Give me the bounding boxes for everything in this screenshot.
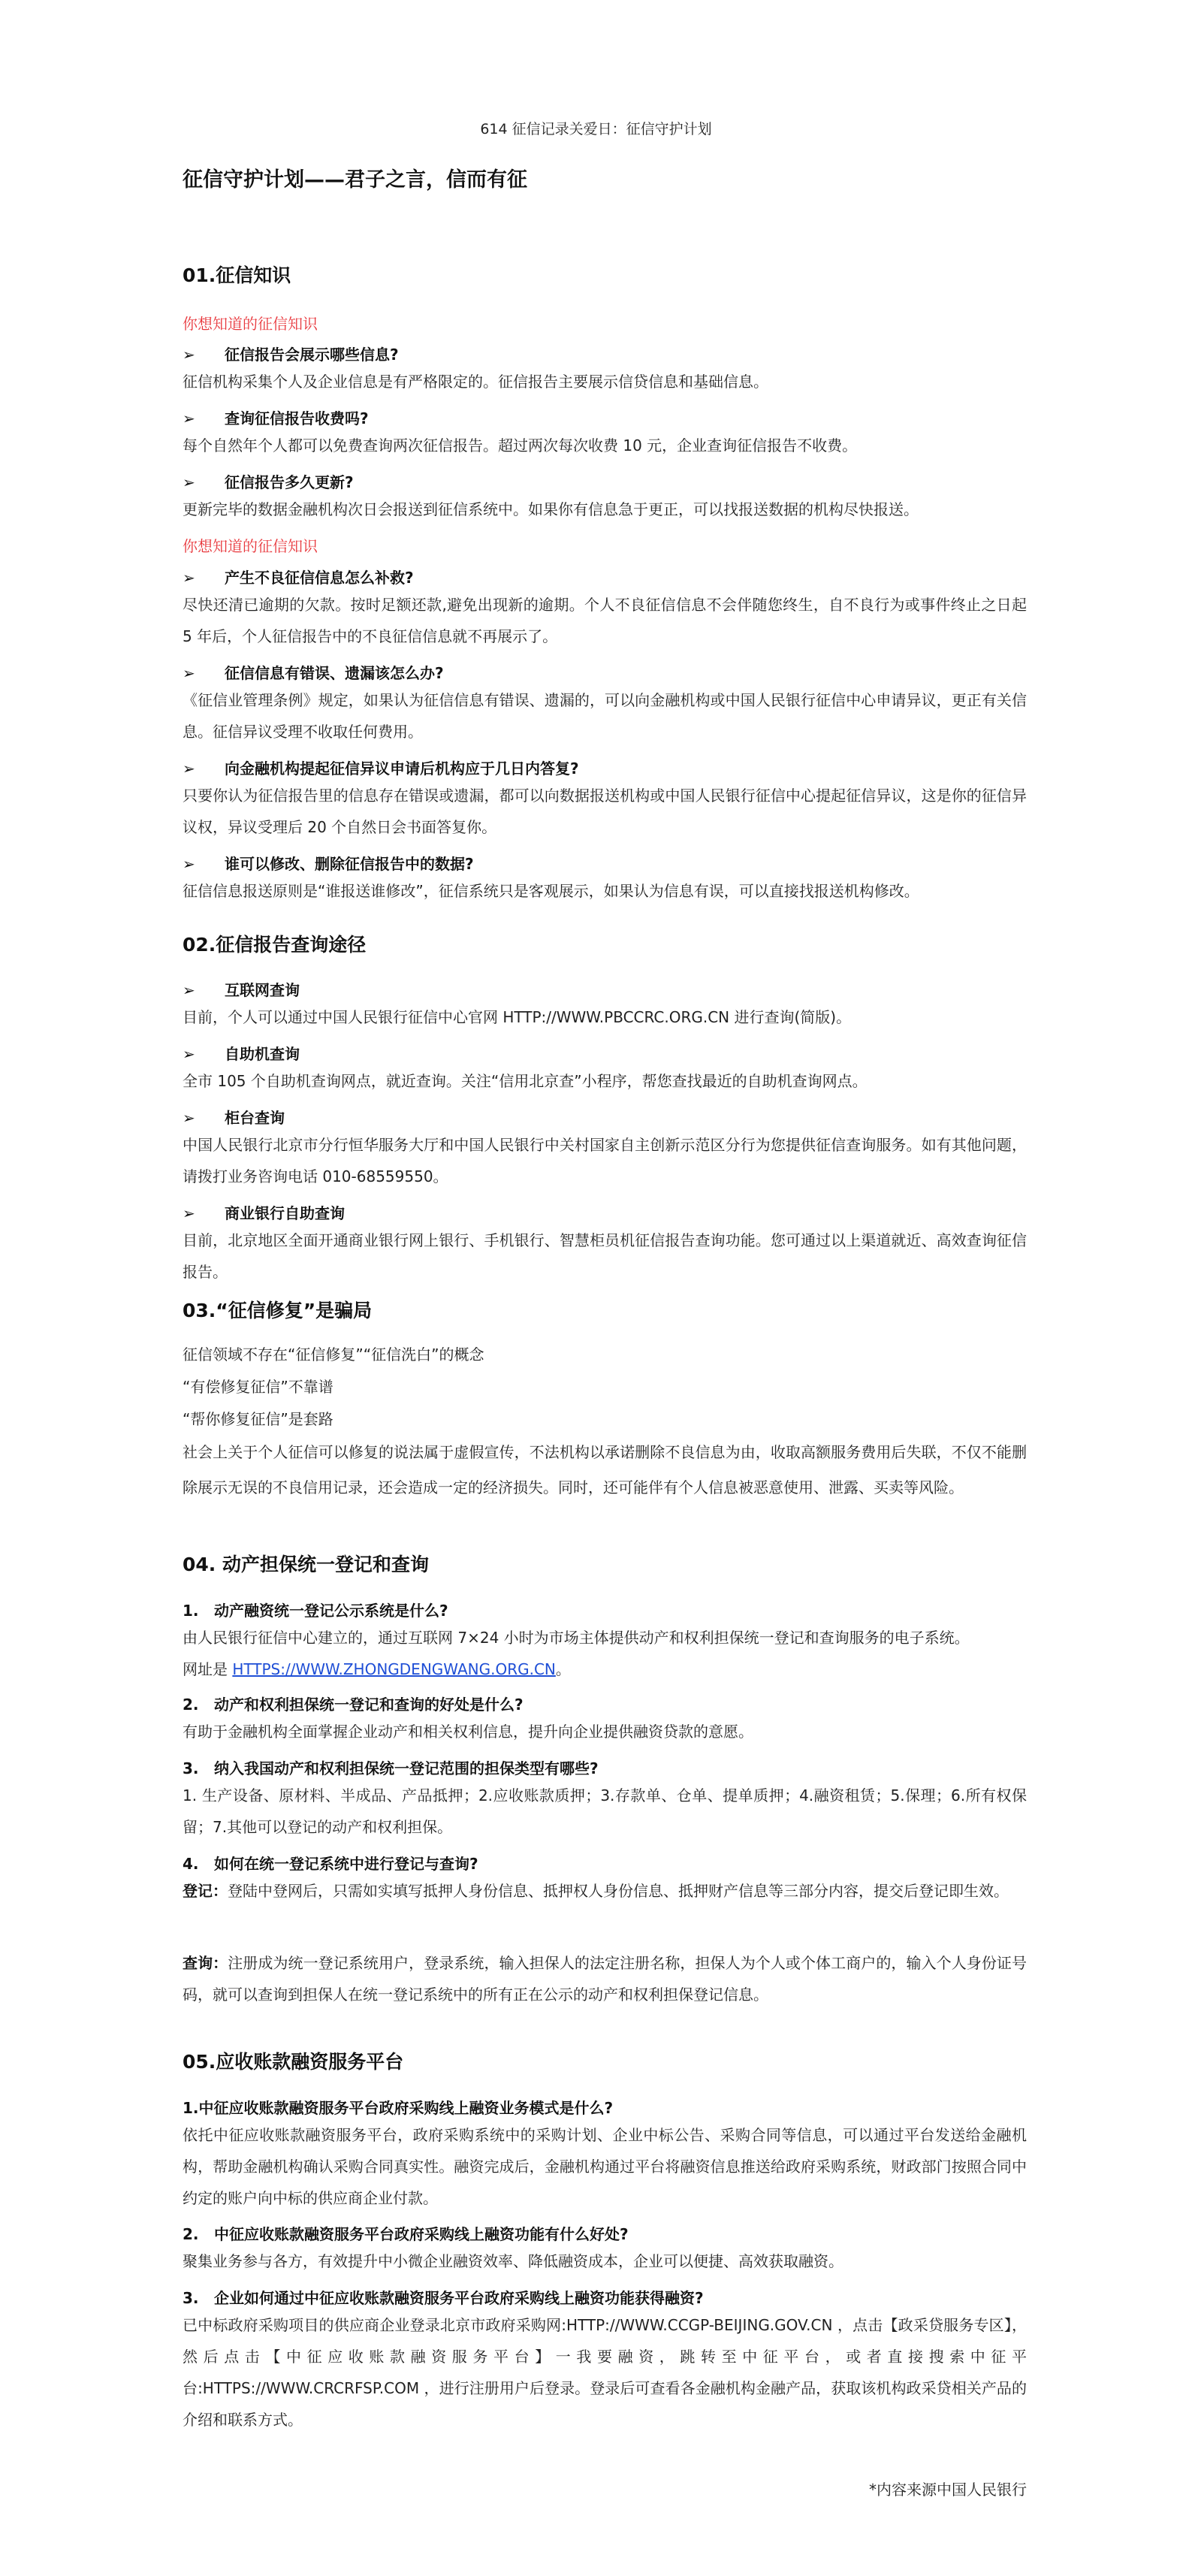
- answer-text: 中国人民银行北京市分行恒华服务大厅和中国人民银行中关村国家自主创新示范区分行为您提供征信查询服务。如有其他问题，请拨打业务咨询电话 010-68559550。: [183, 1136, 1027, 1185]
- question-item: ➢ 商业银行自助查询: [183, 1204, 345, 1222]
- question-item: 3. 企业如何通过中征应收账款融资服务平台政府采购线上融资功能获得融资?: [183, 2289, 704, 2307]
- paragraph-line: “有偿修复征信”不靠谱: [183, 1378, 333, 1396]
- question-item: ➢ 自助机查询: [183, 1045, 300, 1063]
- answer-text: 目前，北京地区全面开通商业银行网上银行、手机银行、智慧柜员机征信报告查询功能。您可通过以上渠道就近、高效查询征信报告。: [183, 1231, 1027, 1281]
- doc-title: 征信守护计划——君子之言，信而有征: [183, 168, 527, 192]
- bullet-arrow-icon: ➢: [183, 981, 195, 999]
- answer-text: 更新完毕的数据金融机构次日会报送到征信系统中。如果你有信息急于更正，可以找报送数据的机构尽快报送。: [183, 500, 919, 518]
- answer-text: 每个自然年个人都可以免费查询两次征信报告。超过两次每次收费 10 元，企业查询征信报告不收费。: [183, 436, 858, 454]
- answer-text: 由人民银行征信中心建立的，通过互联网 7×24 小时为市场主体提供动产和权利担保统一登记和查询服务的电子系统。: [183, 1629, 970, 1647]
- answer-text: 已中标政府采购项目的供应商企业登录北京市政府采购网:HTTP://WWW.CCGP-BEIJING.GOV.CN ，点击【政采贷服务专区】，然后点击【中征应收账款融资服务平台】一我要融资，跳转至中征平台，或者直接搜索中征平台:HTTPS://WWW.CRCRFSP.COM ，进行注册用户后登录。登录后可查看各金融机构金融产品，获取该机构政采贷相关产品的介绍和联系方式。: [183, 2316, 1027, 2429]
- answer-text: 《征信业管理条例》规定，如果认为征信信息有错误、遗漏的，可以向金融机构或中国人民银行征信中心申请异议，更正有关信息。征信异议受理不收取任何费用。: [183, 691, 1027, 741]
- question-item: ➢ 柜台查询: [183, 1109, 285, 1127]
- answer-text: 征信信息报送原则是“谁报送谁修改”，征信系统只是客观展示，如果认为信息有误，可以直接找报送机构修改。: [183, 882, 919, 900]
- answer-text: 尽快还清已逾期的欠款。按时足额还款,避免出现新的逾期。个人不良征信信息不会伴随您终生，自不良行为或事件终止之日起 5 年后，个人征信报告中的不良征信信息就不再展示了。: [183, 596, 1027, 645]
- answer-link-line: 网址是 HTTPS://WWW.ZHONGDENGWANG.ORG.CN。: [183, 1660, 571, 1678]
- bullet-arrow-icon: ➢: [183, 409, 195, 427]
- answer-text: 全市 105 个自助机查询网点，就近查询。关注“信用北京查”小程序，帮您查找最近的自助机查询网点。: [183, 1072, 868, 1090]
- paragraph-line: 征信领域不存在“征信修复”“征信洗白”的概念: [183, 1345, 484, 1363]
- paragraph-line: “帮你修复征信”是套路: [183, 1410, 333, 1428]
- bullet-arrow-icon: ➢: [183, 473, 195, 491]
- section-title-1: 01.征信知识: [183, 264, 291, 286]
- question-item: 3. 纳入我国动产和权利担保统一登记范围的担保类型有哪些?: [183, 1759, 599, 1777]
- red-subtitle-2: 你想知道的征信知识: [183, 537, 318, 555]
- answer-text: 征信机构采集个人及企业信息是有严格限定的。征信报告主要展示信贷信息和基础信息。: [183, 373, 768, 391]
- answer-text: 登记：登陆中登网后，只需如实填写抵押人身份信息、抵押权人身份信息、抵押财产信息等三部分内容，提交后登记即生效。: [183, 1882, 1009, 1900]
- bullet-arrow-icon: ➢: [183, 1045, 195, 1063]
- question-item: ➢ 征信报告多久更新?: [183, 473, 354, 491]
- answer-text: 目前，个人可以通过中国人民银行征信中心官网 HTTP://WWW.PBCCRC.ORG.CN 进行查询(简版)。: [183, 1008, 852, 1026]
- bullet-arrow-icon: ➢: [183, 1109, 195, 1127]
- question-item: 4. 如何在统一登记系统中进行登记与查询?: [183, 1855, 478, 1873]
- question-item: ➢ 互联网查询: [183, 981, 300, 999]
- question-item: 2. 中征应收账款融资服务平台政府采购线上融资功能有什么好处?: [183, 2225, 629, 2243]
- question-item: ➢ 向金融机构提起征信异议申请后机构应于几日内答复?: [183, 760, 579, 778]
- bullet-arrow-icon: ➢: [183, 346, 195, 364]
- section-title-4: 04. 动产担保统一登记和查询: [183, 1554, 429, 1575]
- answer-text: 有助于金融机构全面掌握企业动产和相关权利信息，提升向企业提供融资贷款的意愿。: [183, 1723, 753, 1741]
- answer-text: 只要你认为征信报告里的信息存在错误或遗漏，都可以向数据报送机构或中国人民银行征信中心提起征信异议，这是你的征信异议权，异议受理后 20 个自然日会书面答复你。: [183, 787, 1027, 836]
- bullet-arrow-icon: ➢: [183, 760, 195, 778]
- bullet-arrow-icon: ➢: [183, 569, 195, 587]
- answer-text: 依托中征应收账款融资服务平台，政府采购系统中的采购计划、企业中标公告、采购合同等信息，可以通过平台发送给金融机构，帮助金融机构确认采购合同真实性。融资完成后，金融机构通过平台将融资信息推送给政府采购系统，财政部门按照合同中约定的账户向中标的供应商企业付款。: [183, 2126, 1027, 2207]
- zhongdengwang-link[interactable]: HTTPS://WWW.ZHONGDENGWANG.ORG.CN: [232, 1660, 556, 1678]
- question-item: 1.中征应收账款融资服务平台政府采购线上融资业务模式是什么?: [183, 2099, 614, 2117]
- source-footnote: *内容来源中国人民银行: [869, 2481, 1027, 2499]
- answer-text: 聚集业务参与各方，有效提升中小微企业融资效率、降低融资成本，企业可以便捷、高效获取融资。: [183, 2252, 843, 2270]
- question-item: ➢ 征信报告会展示哪些信息?: [183, 346, 399, 364]
- paragraph-text: 社会上关于个人征信可以修复的说法属于虚假宣传，不法机构以承诺删除不良信息为由，收取高额服务费用后失联，不仅不能删除展示无误的不良信用记录，还会造成一定的经济损失。同时，还可能伴有个人信息被恶意使用、泄露、买卖等风险。: [183, 1443, 1027, 1496]
- bullet-arrow-icon: ➢: [183, 1204, 195, 1222]
- question-item: ➢ 查询征信报告收费吗?: [183, 409, 369, 427]
- top-title: 614 征信记录关爱日：征信守护计划: [480, 121, 712, 137]
- section-title-5: 05.应收账款融资服务平台: [183, 2051, 404, 2073]
- red-subtitle-1: 你想知道的征信知识: [183, 315, 318, 333]
- bullet-arrow-icon: ➢: [183, 855, 195, 873]
- answer-text: 查询：注册成为统一登记系统用户，登录系统，输入担保人的法定注册名称，担保人为个人或个体工商户的，输入个人身份证号码，就可以查询到担保人在统一登记系统中的所有正在公示的动产和权利担保登记信息。: [183, 1954, 1027, 2004]
- section-title-2: 02.征信报告查询途径: [183, 934, 367, 956]
- question-item: ➢ 征信信息有错误、遗漏该怎么办?: [183, 664, 444, 682]
- question-item: ➢ 产生不良征信信息怎么补救?: [183, 569, 414, 587]
- question-item: ➢ 谁可以修改、删除征信报告中的数据?: [183, 855, 474, 873]
- question-item: 1. 动产融资统一登记公示系统是什么?: [183, 1602, 448, 1620]
- bullet-arrow-icon: ➢: [183, 664, 195, 682]
- answer-text: 1. 生产设备、原材料、半成品、产品抵押；2.应收账款质押；3.存款单、仓单、提单质押；4.融资租赁；5.保理；6.所有权保留；7.其他可以登记的动产和权利担保。: [183, 1786, 1027, 1836]
- section-title-3: 03.“征信修复”是骗局: [183, 1300, 373, 1321]
- question-item: 2. 动产和权利担保统一登记和查询的好处是什么?: [183, 1696, 524, 1714]
